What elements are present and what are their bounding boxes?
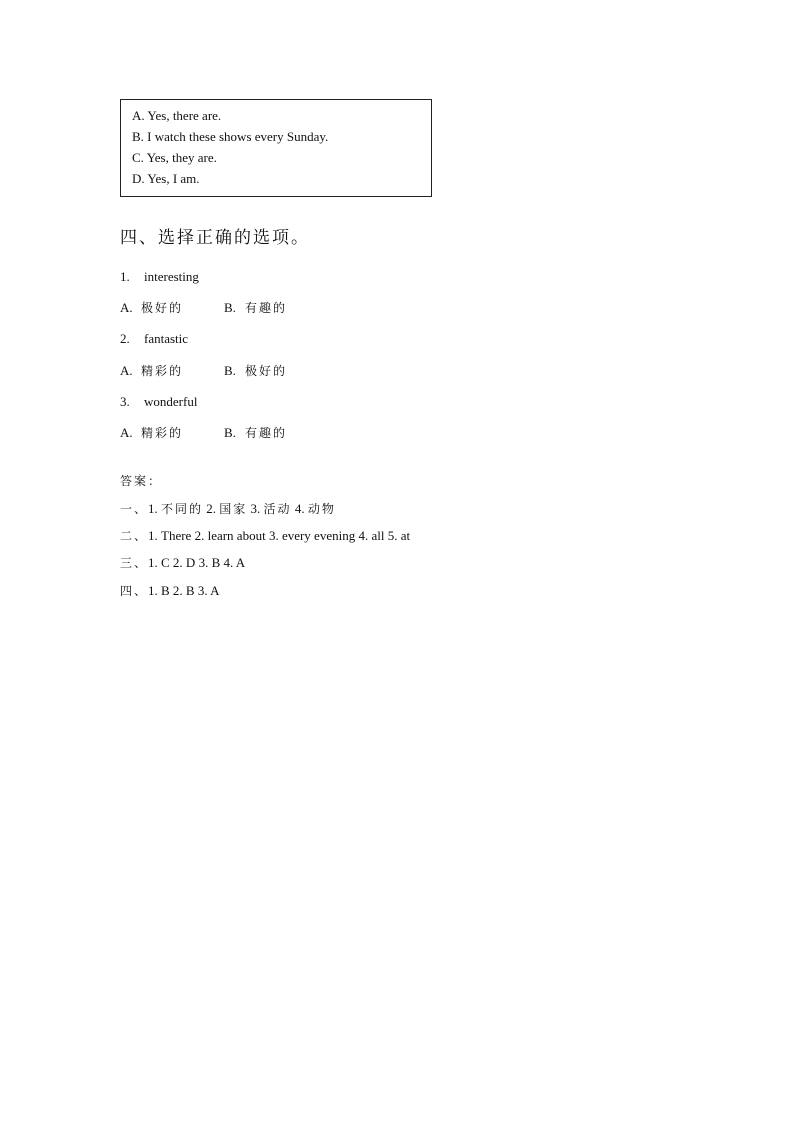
answer-prefix: 一、 (120, 502, 149, 516)
option-d: D. Yes, I am. (132, 171, 200, 186)
question-number: 2. (120, 331, 130, 346)
option-text: 精彩的 (141, 364, 184, 378)
answers-line-1 (120, 501, 336, 517)
answer-num: 2. (206, 501, 217, 516)
option-c: C. Yes, they are. (132, 150, 217, 165)
question-2 (120, 331, 188, 347)
option-label: A. (120, 425, 133, 440)
question-word: interesting (144, 269, 199, 284)
option-text: 精彩的 (141, 426, 184, 440)
answer-prefix: 四、 (120, 584, 149, 598)
option-label: B. (224, 363, 236, 378)
answer-text: 国家 (219, 502, 248, 516)
option-label: A. (120, 363, 133, 378)
answer-text: 1. B 2. B 3. A (148, 583, 220, 598)
option-a: A. Yes, there are. (132, 108, 222, 123)
option-label: B. (224, 300, 236, 315)
answer-num: 4. (294, 501, 305, 516)
option-label: B. (224, 425, 236, 440)
answer-text: 活动 (263, 502, 292, 516)
answer-text: 1. C 2. D 3. B 4. A (148, 555, 246, 570)
answer-num: 1. (148, 501, 158, 516)
question-number: 3. (120, 394, 130, 409)
answers-title: 答案： (120, 474, 163, 488)
option-text: 极好的 (141, 301, 184, 315)
question-word: wonderful (144, 394, 198, 409)
question-3-option-b (224, 425, 287, 441)
option-label: A. (120, 300, 133, 315)
question-1-option-a (120, 300, 183, 316)
question-number: 1. (120, 269, 130, 284)
question-3 (120, 394, 197, 410)
question-2-option-b (224, 363, 287, 379)
option-text: 有趣的 (245, 301, 288, 315)
answer-prefix: 二、 (120, 529, 149, 543)
answer-text: 不同的 (161, 502, 204, 516)
question-2-option-a (120, 363, 183, 379)
answer-prefix: 三、 (120, 556, 149, 570)
answers-line-2 (120, 528, 410, 544)
answer-text: 动物 (307, 502, 336, 516)
question-word: fantastic (144, 331, 189, 346)
option-text: 有趣的 (245, 426, 288, 440)
option-text: 极好的 (245, 364, 288, 378)
question-3-option-a (120, 425, 183, 441)
answers-line-4 (120, 583, 220, 599)
option-b: B. I watch these shows every Sunday. (132, 129, 329, 144)
answer-text: 1. There 2. learn about 3. every evening 4. all 5. at (148, 528, 411, 543)
section-heading: 四、选择正确的选项。 (120, 228, 310, 248)
answers-line-3 (120, 555, 245, 571)
question-1-option-b (224, 300, 287, 316)
answer-num: 3. (250, 501, 261, 516)
question-1 (120, 269, 199, 285)
options-box (120, 99, 432, 197)
